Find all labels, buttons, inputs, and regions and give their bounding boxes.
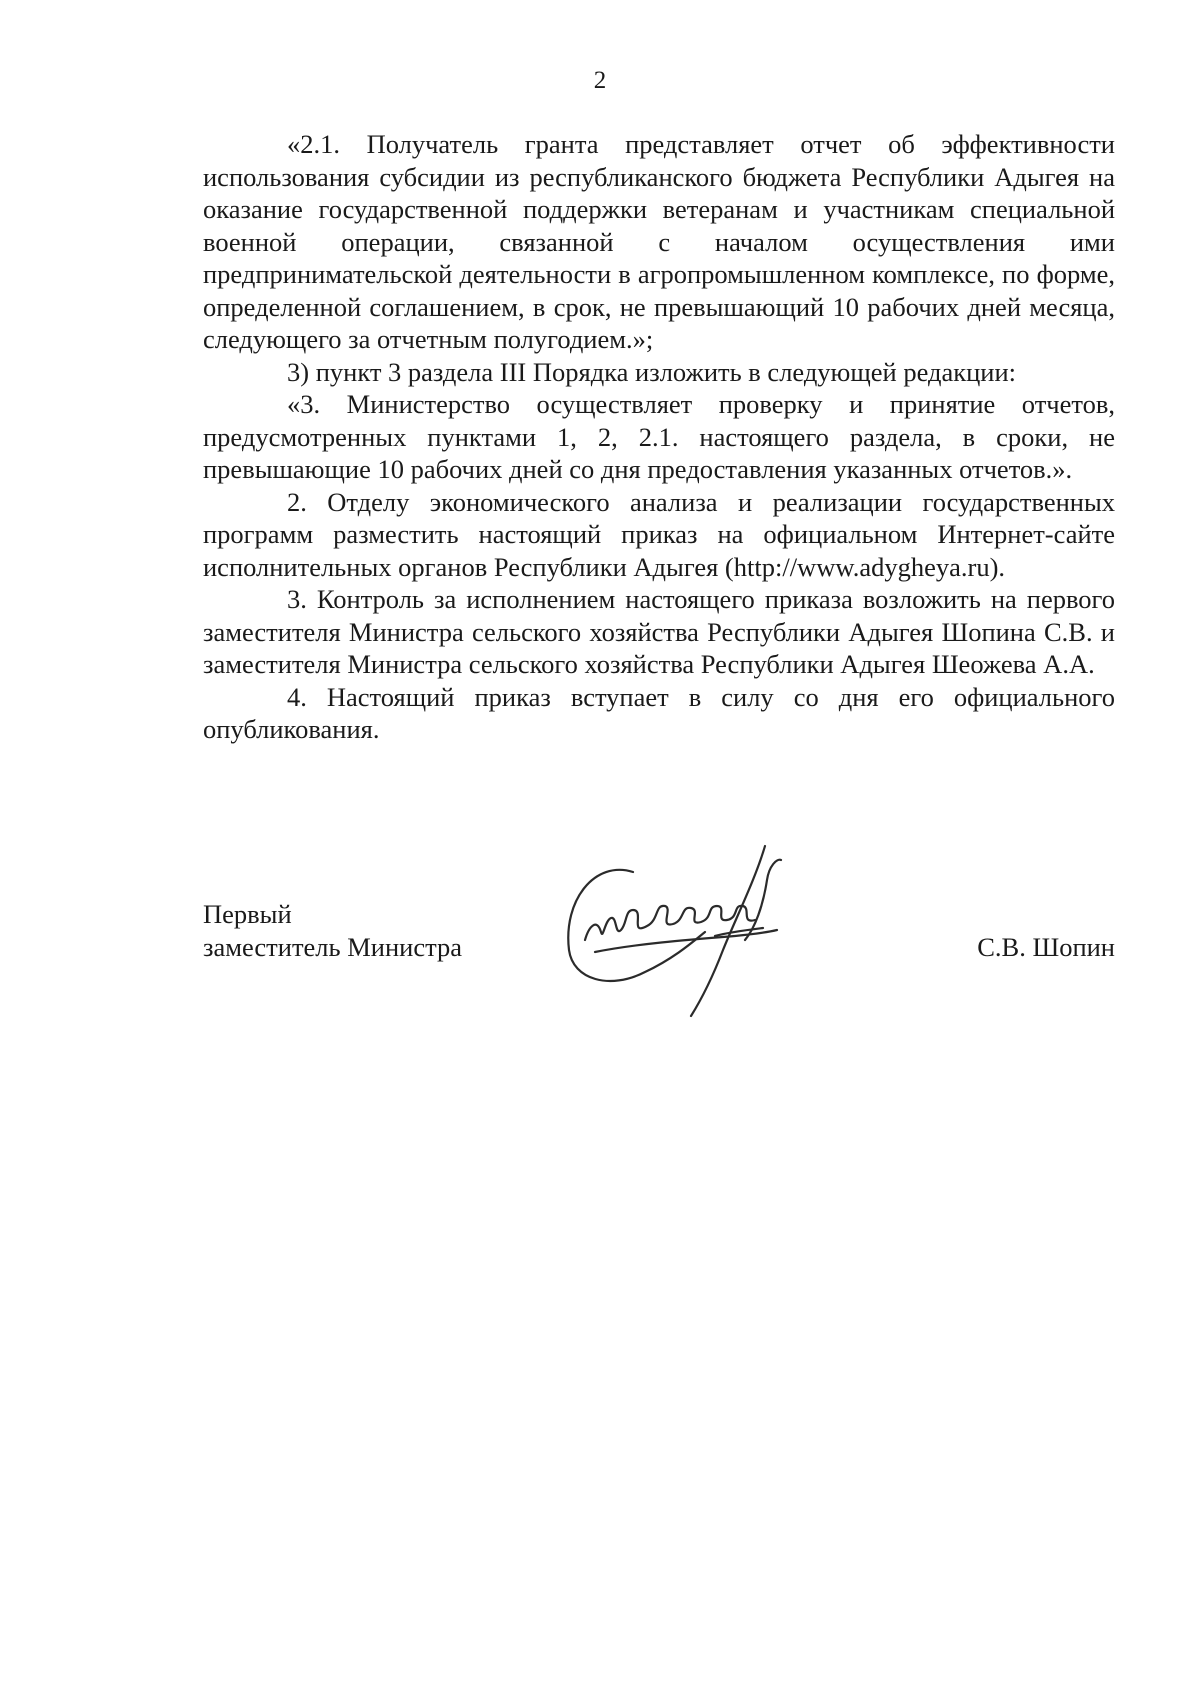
- paragraph-item-3-amendment: 3) пункт 3 раздела III Порядка изложить в следующей редакции:: [287, 356, 1017, 387]
- signer-position-line-1: Первый: [203, 899, 292, 929]
- document-body: [203, 128, 1115, 746]
- page-number: 2: [593, 67, 607, 94]
- signer-position-line-2: заместитель Министра: [203, 931, 463, 962]
- paragraph-publication-order: 2. Отделу экономического анализа и реализации государственных программ разместить настоящий приказ на официальном Интернет-сайте исполнительных органов Республики Адыгея (http://www.adygheya.ru).: [203, 486, 1115, 582]
- paragraph-entry-into-force: 4. Настоящий приказ вступает в силу со дня его официального опубликования.: [203, 681, 1115, 744]
- handwritten-signature: [555, 840, 815, 1020]
- signer-name: С.В. Шопин: [977, 931, 1115, 962]
- paragraph-control-assignment: 3. Контроль за исполнением настоящего приказа возложить на первого заместителя Министра сельского хозяйства Республики Адыгея Шопина С.В. и заместителя Министра сельского хозяйства Республики Адыгея Шеожева А.А.: [203, 584, 1115, 679]
- paragraph-ministry-review: «3. Министерство осуществляет проверку и принятие отчетов, предусмотренных пунктами 1, 2, 2.1. настоящего раздела, в сроки, не превышающие 10 рабочих дней со дня предоставления указанных отчетов.».: [203, 389, 1115, 484]
- signer-position: [203, 898, 462, 963]
- paragraph-grant-report: «2.1. Получатель гранта представляет отчет об эффективности использования субсидии из республиканского бюджета Республики Адыгея на оказание государственной поддержки ветеранам и участникам специальной военной операции, связанной с началом осуществления ими предпринимательской деятельности в агропромышленном комплексе, по форме, определенной соглашением, в срок, не превышающий 10 рабочих дней месяца, следующего за отчетным полугодием.»;: [203, 129, 1115, 354]
